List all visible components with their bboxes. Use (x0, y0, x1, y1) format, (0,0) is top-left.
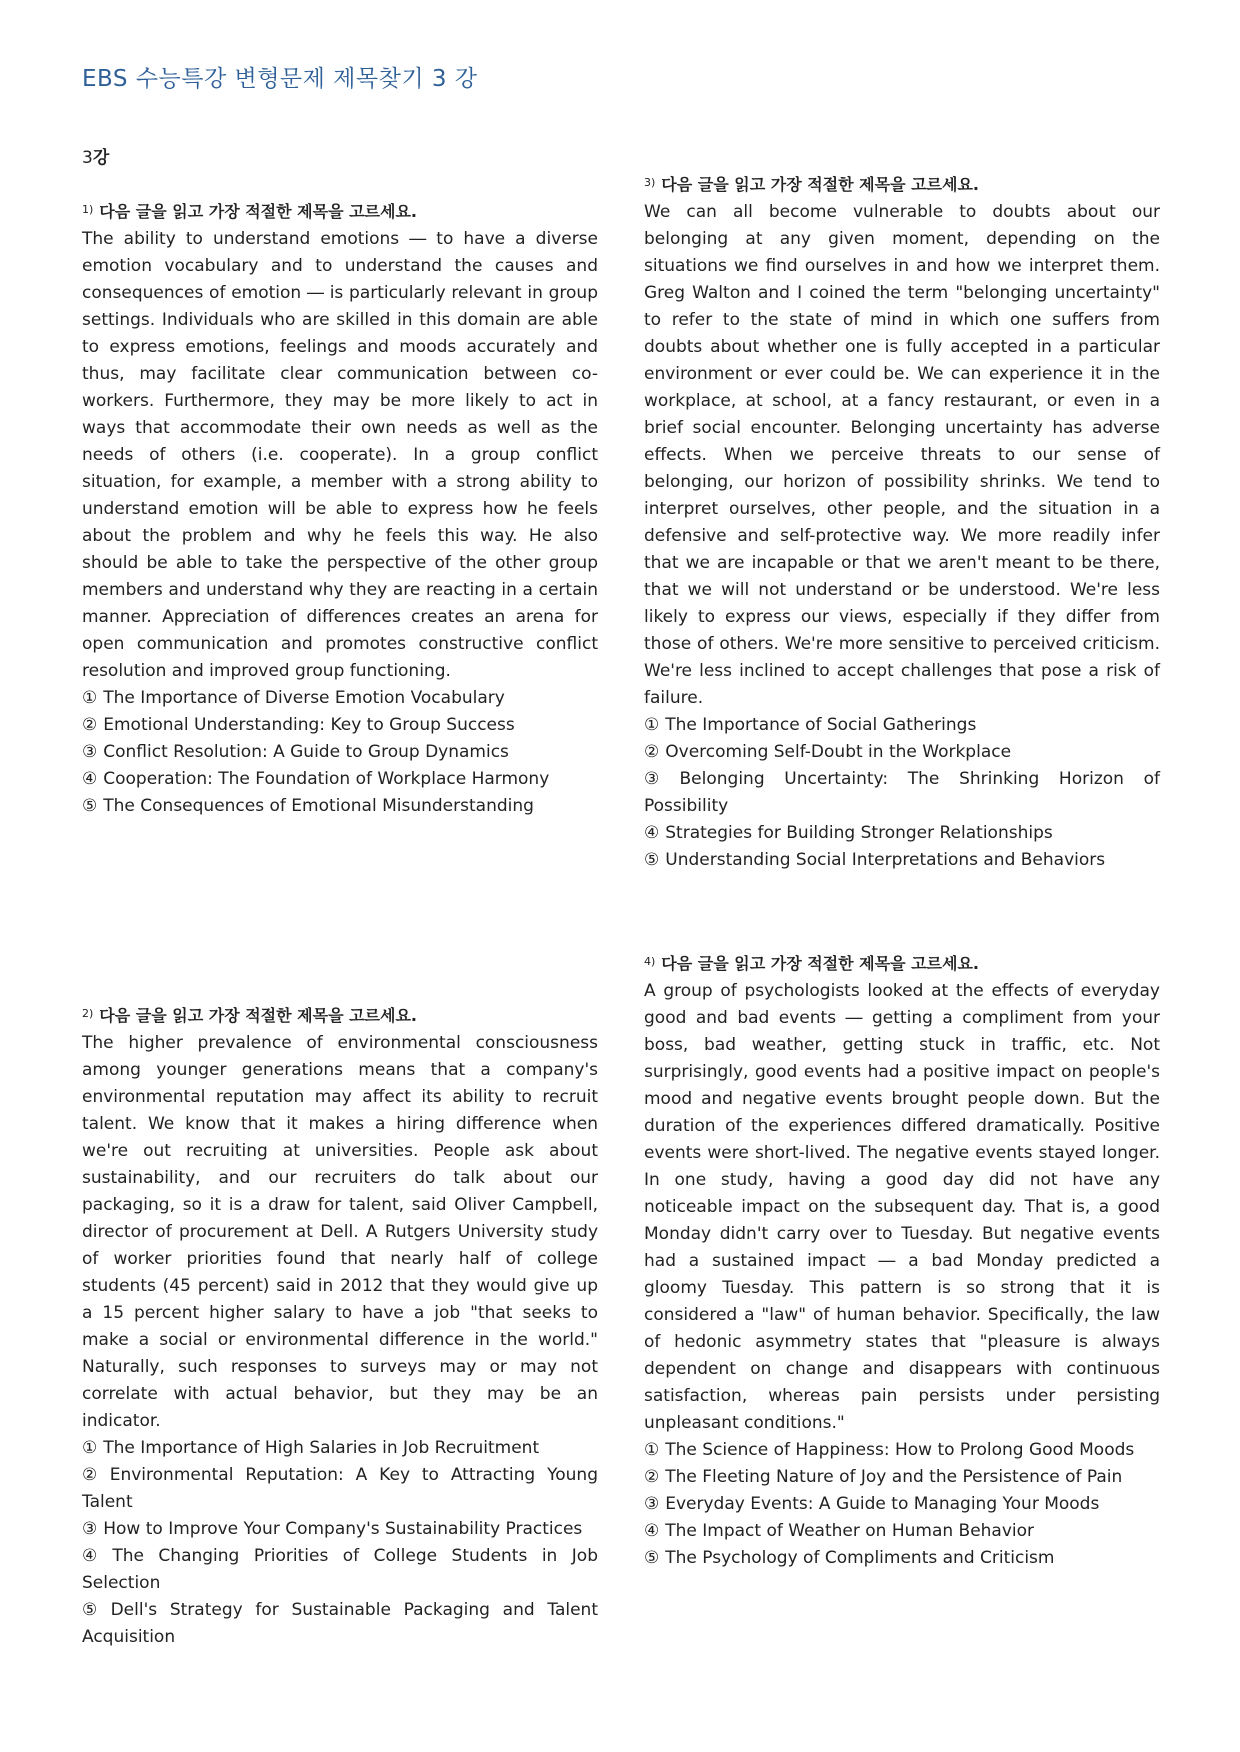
answer-option[interactable] (82, 766, 598, 793)
answer-option[interactable] (82, 739, 598, 766)
section-unit: 강 (92, 148, 110, 168)
option-marker: ② (644, 1467, 660, 1487)
option-text: Everyday Events: A Guide to Managing Your Moods (665, 1494, 1100, 1514)
answer-option[interactable] (82, 1597, 598, 1651)
question-4 (644, 948, 1160, 1572)
passage-text: The higher prevalence of environmental consciousness among younger generations means that a company's environmental reputation may affect its ability to recruit talent. We know that it makes a hiring difference when we're out recruiting at universities. People ask about sustainability, and our recruiters do talk about our packaging, so it is a draw for talent, said Oliver Campbell, director of procurement at Dell. A Rutgers University study of worker priorities found that nearly half of college students (45 percent) said in 2012 that they would give up a 15 percent higher salary to have a job "that seeks to make a social or environmental difference in the world." Naturally, such responses to surveys may or may not correlate with actual behavior, but they may be an indicator. (82, 1033, 598, 1431)
answer-option[interactable] (644, 712, 1160, 739)
option-text: Strategies for Building Stronger Relationships (665, 823, 1053, 843)
answer-options (644, 1437, 1160, 1572)
question-prompt: 다음 글을 읽고 가장 적절한 제목을 고르세요. (661, 954, 980, 973)
option-text: Cooperation: The Foundation of Workplace Harmony (103, 769, 550, 789)
option-marker: ① (82, 1438, 98, 1458)
option-marker: ① (644, 1440, 660, 1460)
option-marker: ④ (82, 769, 98, 789)
answer-option[interactable] (82, 1435, 598, 1462)
question-prompt: 다음 글을 읽고 가장 적절한 제목을 고르세요. (99, 1006, 418, 1025)
option-marker: ② (644, 742, 660, 762)
section-number: 3 (82, 148, 93, 168)
question-number: 2) (82, 1007, 94, 1020)
option-text: Emotional Understanding: Key to Group Success (103, 715, 515, 735)
option-text: The Science of Happiness: How to Prolong Good Moods (665, 1440, 1135, 1460)
option-marker: ④ (644, 1521, 660, 1541)
answer-option[interactable] (644, 1518, 1160, 1545)
option-text: Environmental Reputation: A Key to Attracting Young Talent (82, 1465, 598, 1512)
question-3 (644, 169, 1160, 874)
option-text: Understanding Social Interpretations and Behaviors (665, 850, 1106, 870)
option-text: Overcoming Self-Doubt in the Workplace (665, 742, 1012, 762)
answer-option[interactable] (644, 739, 1160, 766)
option-text: The Psychology of Compliments and Criticism (665, 1548, 1055, 1568)
option-text: The Impact of Weather on Human Behavior (665, 1521, 1035, 1541)
passage-text: A group of psychologists looked at the effects of everyday good and bad events ― getting a compliment from your boss, bad weather, getting stuck in traffic, etc. Not surprisingly, good events had a positive impact on people's mood and negative events brought people down. But the duration of the experiences differed dramatically. Positive events were short-lived. The negative events stayed longer. In one study, having a good day did not have any noticeable impact on the subsequent day. That is, a good Monday didn't carry over to Tuesday. But negative events had a sustained impact ― a bad Monday predicted a gloomy Tuesday. This pattern is so strong that it is considered a "law" of human behavior. Specifically, the law of hedonic asymmetry states that "pleasure is always dependent on change and disappears with continuous satisfaction, whereas pain persists under persisting unpleasant conditions." (644, 981, 1160, 1433)
option-marker: ③ (644, 1494, 660, 1514)
option-text: The Fleeting Nature of Joy and the Persistence of Pain (665, 1467, 1123, 1487)
question-header (644, 948, 1160, 978)
question-header (82, 196, 598, 226)
answer-option[interactable] (644, 1437, 1160, 1464)
answer-option[interactable] (644, 1491, 1160, 1518)
option-text: Conflict Resolution: A Guide to Group Dynamics (103, 742, 509, 762)
answer-option[interactable] (82, 685, 598, 712)
option-text: The Changing Priorities of College Students in Job Selection (82, 1546, 598, 1593)
option-marker: ① (644, 715, 660, 735)
question-header (82, 1000, 598, 1030)
option-marker: ⑤ (644, 850, 660, 870)
question-prompt: 다음 글을 읽고 가장 적절한 제목을 고르세요. (99, 202, 418, 221)
answer-option[interactable] (644, 847, 1160, 874)
answer-options (82, 1435, 598, 1651)
option-marker: ② (82, 715, 98, 735)
answer-options (644, 712, 1160, 874)
option-text: How to Improve Your Company's Sustainability Practices (103, 1519, 583, 1539)
option-marker: ① (82, 688, 98, 708)
question-number: 1) (82, 203, 94, 216)
option-text: The Importance of Social Gatherings (665, 715, 977, 735)
option-marker: ③ (82, 1519, 98, 1539)
answer-option[interactable] (644, 820, 1160, 847)
passage-text: We can all become vulnerable to doubts about our belonging at any given moment, depending on the situations we find ourselves in and how we interpret them. Greg Walton and I coined the term "belonging uncertainty" to refer to the state of mind in which one suffers from doubts about whether one is fully accepted in a particular environment or ever could be. We can experience it in the workplace, at school, at a fancy restaurant, or even in a brief social encounter. Belonging uncertainty has adverse effects. When we perceive threats to our sense of belonging, our horizon of possibility shrinks. We tend to interpret ourselves, other people, and the situation in a defensive and self-protective way. We more readily infer that we are incapable or that we aren't meant to be there, that we will not understand or be understood. We're less likely to express our views, especially if they differ from those of others. We're more sensitive to perceived criticism. We're less inclined to accept challenges that pose a risk of failure. (644, 202, 1160, 708)
answer-option[interactable] (644, 1545, 1160, 1572)
option-text: The Consequences of Emotional Misunderstanding (103, 796, 534, 816)
question-1 (82, 196, 598, 820)
answer-option[interactable] (82, 793, 598, 820)
question-header (644, 169, 1160, 199)
option-marker: ⑤ (644, 1548, 660, 1568)
page-title: EBS 수능특강 변형문제 제목찾기 3 강 (82, 66, 478, 92)
option-marker: ④ (644, 823, 660, 843)
answer-option[interactable] (82, 1462, 598, 1516)
option-marker: ③ (644, 769, 674, 789)
question-prompt: 다음 글을 읽고 가장 적절한 제목을 고르세요. (661, 175, 980, 194)
question-number: 3) (644, 176, 656, 189)
passage-text: The ability to understand emotions ― to have a diverse emotion vocabulary and to understand the causes and consequences of emotion ― is particularly relevant in group settings. Individuals who are skilled in this domain are able to express emotions, feelings and moods accurately and thus, may facilitate clear communication between co-workers. Furthermore, they may be more likely to act in ways that accommodate their own needs as well as the needs of others (i.e. cooperate). In a group conflict situation, for example, a member with a strong ability to understand emotion will be able to express how he feels about the problem and why he feels this way. He also should be able to take the perspective of the other group members and understand why they are reacting in a certain manner. Appreciation of differences creates an arena for open communication and promotes constructive conflict resolution and improved group functioning. (82, 229, 598, 681)
answer-option[interactable] (644, 766, 1160, 820)
option-text: The Importance of Diverse Emotion Vocabulary (103, 688, 505, 708)
question-2 (82, 1000, 598, 1651)
option-text: Dell's Strategy for Sustainable Packaging and Talent Acquisition (82, 1600, 598, 1647)
option-marker: ⑤ (82, 796, 98, 816)
section-label (82, 143, 109, 168)
question-number: 4) (644, 955, 656, 968)
option-marker: ② (82, 1465, 104, 1485)
option-text: The Importance of High Salaries in Job Recruitment (103, 1438, 540, 1458)
answer-option[interactable] (644, 1464, 1160, 1491)
option-text: Belonging Uncertainty: The Shrinking Horizon of Possibility (644, 769, 1160, 816)
option-marker: ③ (82, 742, 98, 762)
answer-options (82, 685, 598, 820)
answer-option[interactable] (82, 1516, 598, 1543)
answer-option[interactable] (82, 712, 598, 739)
answer-option[interactable] (82, 1543, 598, 1597)
option-marker: ⑤ (82, 1600, 105, 1620)
option-marker: ④ (82, 1546, 107, 1566)
